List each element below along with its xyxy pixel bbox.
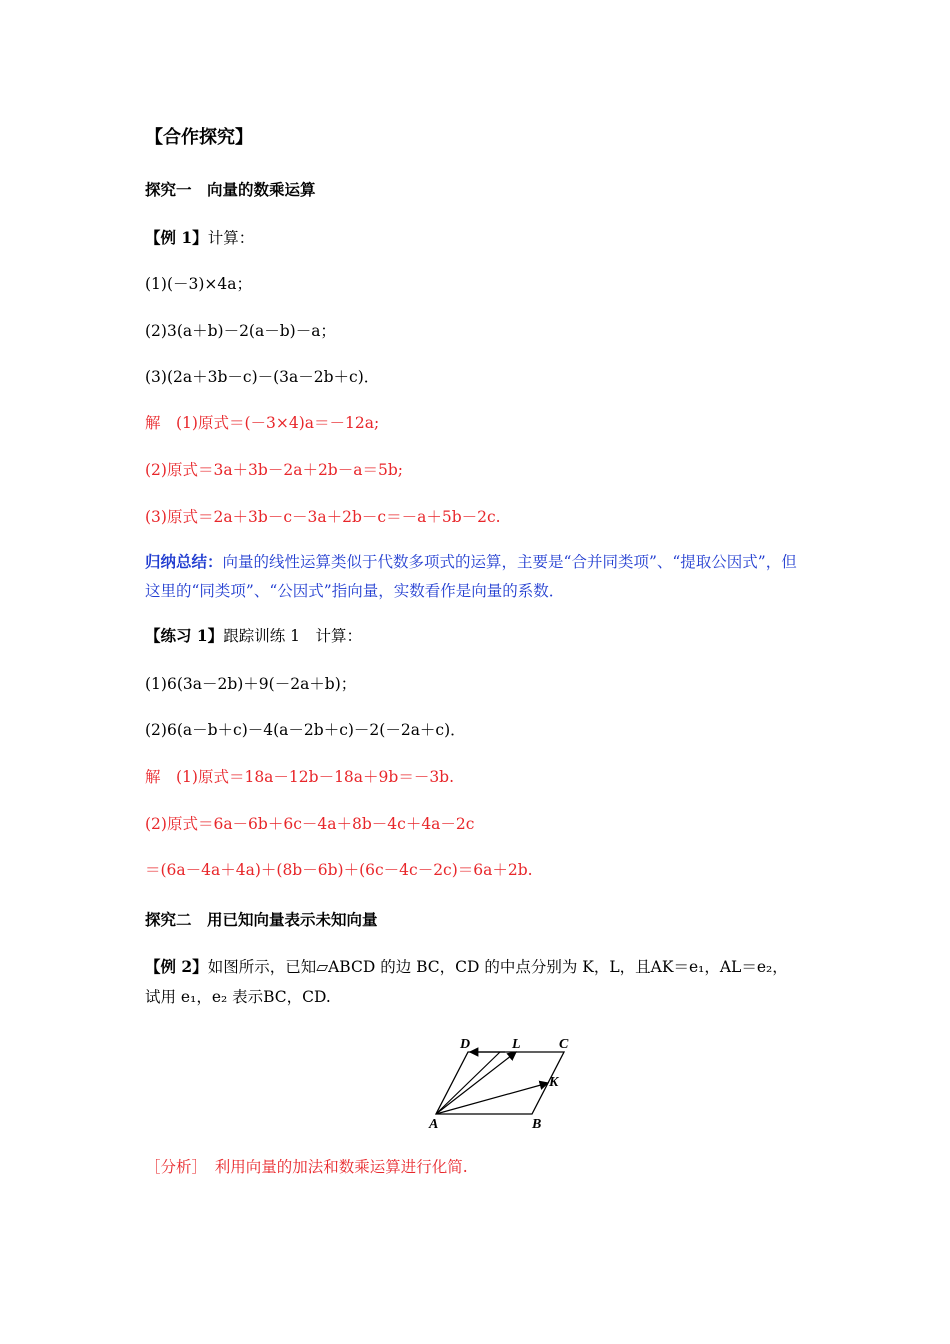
explore1-heading: 探究一 向量的数乘运算 <box>145 180 316 199</box>
example1-line <box>145 228 254 248</box>
label-c: C <box>559 1037 569 1052</box>
practice-solution-1: 解 (1)原式＝18a－12b－18a＋9b＝－3b. <box>145 768 455 786</box>
label-b: B <box>532 1117 542 1132</box>
solution-1: 解 (1)原式＝(－3×4)a＝－12a; <box>145 414 380 432</box>
practice1-line <box>145 626 362 646</box>
summary-text: 向量的线性运算类似于代数多项式的运算，主要是“合并同类项”、“提取公因式”，但这里的“同类项”、“公因式”指向量，实数看作是向量的系数． <box>145 553 797 600</box>
parallelogram-figure <box>425 1032 585 1132</box>
practice1-tag: 【练习 1】 <box>145 626 224 645</box>
example2-text: 如图所示，已知▱ABCD 的边 BC，CD 的中点分别为 K，L，且AK＝e₁，AL＝e₂， <box>207 958 788 976</box>
question-2: (2)3(a＋b)－2(a－b)－a； <box>145 322 336 340</box>
example2-line2: 试用 e₁，e₂ 表示BC，CD. <box>145 988 331 1006</box>
vector-al <box>436 1052 516 1114</box>
practice-q2: (2)6(a－b＋c)－4(a－2b＋c)－2(－2a＋c)． <box>145 721 466 739</box>
analysis: ［分析］ 利用向量的加法和数乘运算进行化简. <box>145 1158 468 1176</box>
label-d: D <box>460 1037 471 1052</box>
example1-tag: 【例 1】 <box>145 228 208 247</box>
label-k: K <box>549 1075 559 1090</box>
example2-line1 <box>145 957 788 977</box>
example2-tag: 【例 2】 <box>145 957 208 976</box>
parallelogram-shape <box>436 1052 564 1114</box>
practice-q1: (1)6(3a－2b)＋9(－2a＋b)； <box>145 675 357 693</box>
solution-3: (3)原式＝2a＋3b－c－3a＋2b－c＝－a＋5b－2c. <box>145 508 501 526</box>
explore2-heading: 探究二 用已知向量表示未知向量 <box>145 910 378 929</box>
practice-solution-2: (2)原式＝6a－6b＋6c－4a＋8b－4c＋4a－2c <box>145 815 475 833</box>
summary <box>145 547 810 606</box>
question-3: (3)(2a＋3b－c)－(3a－2b＋c)． <box>145 368 380 386</box>
practice1-text: 跟踪训练 1 计算： <box>223 627 362 645</box>
label-l: L <box>512 1037 521 1052</box>
solution-2: (2)原式＝3a＋3b－2a＋2b－a＝5b; <box>145 461 403 479</box>
label-a: A <box>429 1117 439 1132</box>
example1-text: 计算： <box>207 229 255 247</box>
section-title: 【合作探究】 <box>145 127 253 148</box>
practice-solution-3: ＝(6a－4a＋4a)＋(8b－6b)＋(6c－4c－2c)＝6a＋2b. <box>145 861 533 879</box>
question-1: (1)(－3)×4a； <box>145 275 253 293</box>
summary-label: 归纳总结： <box>145 552 223 571</box>
